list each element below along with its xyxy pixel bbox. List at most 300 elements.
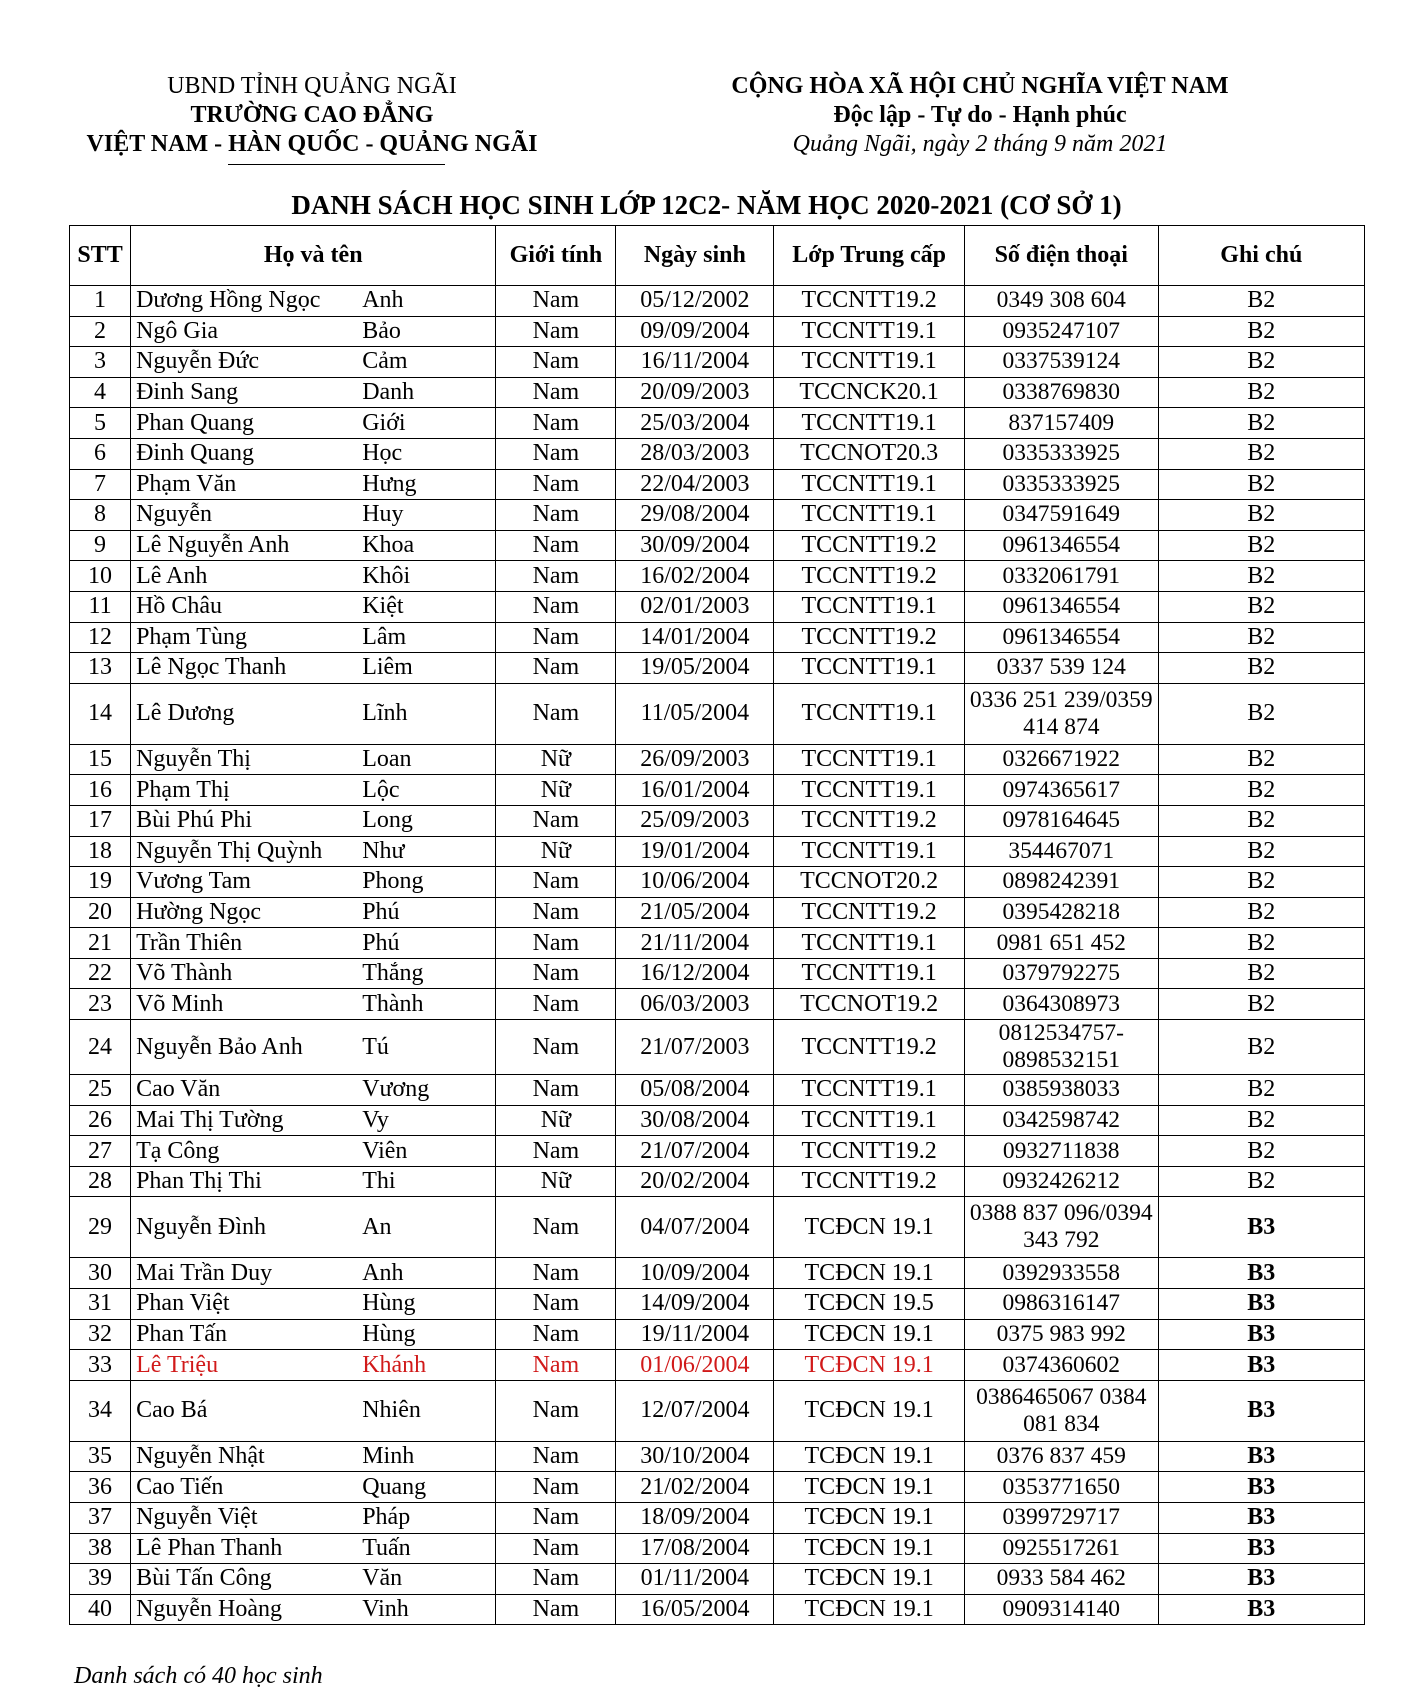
col-dob: Ngày sinh: [616, 226, 774, 286]
table-row: [70, 989, 1365, 1020]
row-phone: 0385938033: [964, 1075, 1158, 1106]
row-note: B2: [1158, 1105, 1364, 1136]
row-gender: Nam: [496, 1472, 616, 1503]
row-dob: 04/07/2004: [616, 1197, 774, 1258]
school-name-line1: TRƯỜNG CAO ĐẲNG: [190, 102, 434, 128]
row-first-name: Long: [362, 805, 496, 836]
row-class: TCCNTT19.2: [774, 561, 965, 592]
row-class: TCCNTT19.2: [774, 286, 965, 317]
row-phone: 0336 251 239/0359 414 874: [964, 683, 1158, 744]
row-note: B2: [1158, 622, 1364, 653]
row-class: TCCNTT19.1: [774, 958, 965, 989]
row-phone: 0379792275: [964, 958, 1158, 989]
row-first-name: Học: [362, 438, 496, 469]
row-stt: 21: [70, 928, 131, 959]
row-class: TCCNTT19.1: [774, 1105, 965, 1136]
row-dob: 16/05/2004: [616, 1594, 774, 1625]
row-gender: Nữ: [496, 775, 616, 806]
row-phone: 0376 837 459: [964, 1441, 1158, 1472]
row-gender: Nam: [496, 561, 616, 592]
col-gender: Giới tính: [496, 226, 616, 286]
row-class: TCCNOT20.3: [774, 438, 965, 469]
row-last-name: Vương Tam: [131, 867, 363, 898]
row-gender: Nam: [496, 1350, 616, 1381]
row-stt: 34: [70, 1380, 131, 1441]
row-note: B2: [1158, 1075, 1364, 1106]
row-dob: 16/12/2004: [616, 958, 774, 989]
header-divider: [228, 164, 445, 165]
row-stt: 23: [70, 989, 131, 1020]
row-dob: 19/05/2004: [616, 653, 774, 684]
row-note: B2: [1158, 500, 1364, 531]
row-note: B2: [1158, 744, 1364, 775]
row-class: TCCNTT19.2: [774, 1020, 965, 1075]
row-dob: 02/01/2003: [616, 591, 774, 622]
row-class: TCCNTT19.1: [774, 1075, 965, 1106]
row-dob: 30/10/2004: [616, 1441, 774, 1472]
row-gender: Nam: [496, 408, 616, 439]
row-last-name: Võ Minh: [131, 989, 363, 1020]
row-note: B2: [1158, 958, 1364, 989]
table-row: [70, 591, 1365, 622]
row-note: B3: [1158, 1503, 1364, 1534]
row-last-name: Lê Triệu: [131, 1350, 363, 1381]
row-note: B2: [1158, 347, 1364, 378]
table-row: [70, 1105, 1365, 1136]
row-note: B3: [1158, 1258, 1364, 1289]
row-first-name: Giới: [362, 408, 496, 439]
row-phone: 0353771650: [964, 1472, 1158, 1503]
header-left: [62, 72, 562, 159]
row-gender: Nam: [496, 1258, 616, 1289]
row-note: B2: [1158, 775, 1364, 806]
row-stt: 24: [70, 1020, 131, 1075]
table-row: [70, 744, 1365, 775]
row-class: TCĐCN 19.1: [774, 1258, 965, 1289]
row-last-name: Mai Trần Duy: [131, 1258, 363, 1289]
row-note: B2: [1158, 377, 1364, 408]
row-phone: 0932426212: [964, 1166, 1158, 1197]
row-dob: 01/11/2004: [616, 1564, 774, 1595]
row-gender: Nam: [496, 1289, 616, 1320]
row-class: TCĐCN 19.1: [774, 1472, 965, 1503]
row-first-name: Huy: [362, 500, 496, 531]
table-row: [70, 500, 1365, 531]
row-phone: 0374360602: [964, 1350, 1158, 1381]
row-dob: 22/04/2003: [616, 469, 774, 500]
table-row: [70, 1136, 1365, 1167]
row-stt: 13: [70, 653, 131, 684]
row-last-name: Ngô Gia: [131, 316, 363, 347]
row-dob: 29/08/2004: [616, 500, 774, 531]
row-gender: Nam: [496, 316, 616, 347]
table-row: [70, 316, 1365, 347]
row-note: B2: [1158, 989, 1364, 1020]
row-dob: 21/07/2003: [616, 1020, 774, 1075]
row-first-name: Minh: [362, 1441, 496, 1472]
row-first-name: Lộc: [362, 775, 496, 806]
col-name: Họ và tên: [131, 226, 496, 286]
row-note: B2: [1158, 928, 1364, 959]
row-phone: 0364308973: [964, 989, 1158, 1020]
table-row: [70, 1166, 1365, 1197]
row-dob: 09/09/2004: [616, 316, 774, 347]
row-dob: 18/09/2004: [616, 1503, 774, 1534]
row-last-name: Lê Dương: [131, 683, 363, 744]
row-phone: 0392933558: [964, 1258, 1158, 1289]
row-phone: 0326671922: [964, 744, 1158, 775]
table-row: [70, 530, 1365, 561]
table-row: [70, 1380, 1365, 1441]
row-phone: 0933 584 462: [964, 1564, 1158, 1595]
student-table: [69, 225, 1365, 1625]
row-dob: 30/08/2004: [616, 1105, 774, 1136]
row-phone: 0986316147: [964, 1289, 1158, 1320]
row-class: TCĐCN 19.1: [774, 1594, 965, 1625]
row-class: TCCNTT19.1: [774, 928, 965, 959]
row-gender: Nam: [496, 989, 616, 1020]
row-phone: 0338769830: [964, 377, 1158, 408]
table-row: [70, 408, 1365, 439]
row-stt: 19: [70, 867, 131, 898]
row-stt: 20: [70, 897, 131, 928]
row-phone: 0332061791: [964, 561, 1158, 592]
row-class: TCCNTT19.1: [774, 347, 965, 378]
row-dob: 30/09/2004: [616, 530, 774, 561]
row-dob: 10/06/2004: [616, 867, 774, 898]
row-stt: 4: [70, 377, 131, 408]
row-phone: 0932711838: [964, 1136, 1158, 1167]
row-gender: Nam: [496, 622, 616, 653]
table-row: [70, 347, 1365, 378]
table-row: [70, 1533, 1365, 1564]
row-dob: 16/01/2004: [616, 775, 774, 806]
row-stt: 31: [70, 1289, 131, 1320]
row-class: TCĐCN 19.1: [774, 1319, 965, 1350]
row-dob: 11/05/2004: [616, 683, 774, 744]
row-last-name: Hồ Châu: [131, 591, 363, 622]
row-phone: 0961346554: [964, 591, 1158, 622]
row-dob: 05/08/2004: [616, 1075, 774, 1106]
row-phone: 0961346554: [964, 622, 1158, 653]
row-note: B3: [1158, 1350, 1364, 1381]
row-dob: 14/09/2004: [616, 1289, 774, 1320]
row-stt: 37: [70, 1503, 131, 1534]
row-last-name: Nguyễn Việt: [131, 1503, 363, 1534]
row-last-name: Hường Ngọc: [131, 897, 363, 928]
row-phone: 0347591649: [964, 500, 1158, 531]
row-note: B2: [1158, 836, 1364, 867]
row-gender: Nam: [496, 1441, 616, 1472]
row-first-name: Loan: [362, 744, 496, 775]
row-stt: 38: [70, 1533, 131, 1564]
row-note: B3: [1158, 1441, 1364, 1472]
row-dob: 05/12/2002: [616, 286, 774, 317]
row-first-name: Thành: [362, 989, 496, 1020]
row-last-name: Cao Tiến: [131, 1472, 363, 1503]
row-stt: 2: [70, 316, 131, 347]
row-class: TCĐCN 19.1: [774, 1350, 965, 1381]
row-note: B2: [1158, 1166, 1364, 1197]
table-row: [70, 1564, 1365, 1595]
issue-date: Quảng Ngãi, ngày 2 tháng 9 năm 2021: [792, 131, 1168, 157]
row-stt: 10: [70, 561, 131, 592]
row-first-name: Kiệt: [362, 591, 496, 622]
row-dob: 16/11/2004: [616, 347, 774, 378]
table-row: [70, 561, 1365, 592]
row-last-name: Nguyễn Bảo Anh: [131, 1020, 363, 1075]
row-note: B3: [1158, 1289, 1364, 1320]
row-dob: 25/09/2003: [616, 805, 774, 836]
row-stt: 33: [70, 1350, 131, 1381]
row-phone: 0395428218: [964, 897, 1158, 928]
row-note: B3: [1158, 1472, 1364, 1503]
row-first-name: Thắng: [362, 958, 496, 989]
row-dob: 28/03/2003: [616, 438, 774, 469]
row-stt: 7: [70, 469, 131, 500]
row-stt: 32: [70, 1319, 131, 1350]
row-gender: Nam: [496, 286, 616, 317]
row-dob: 19/01/2004: [616, 836, 774, 867]
row-stt: 25: [70, 1075, 131, 1106]
row-note: B2: [1158, 683, 1364, 744]
row-stt: 27: [70, 1136, 131, 1167]
row-phone: 0935247107: [964, 316, 1158, 347]
row-stt: 26: [70, 1105, 131, 1136]
row-stt: 14: [70, 683, 131, 744]
table-row: [70, 286, 1365, 317]
header-right: [690, 72, 1270, 159]
table-row: [70, 1020, 1365, 1075]
row-class: TCCNTT19.1: [774, 683, 965, 744]
row-stt: 35: [70, 1441, 131, 1472]
col-stt: STT: [70, 226, 131, 286]
row-stt: 22: [70, 958, 131, 989]
row-last-name: Nguyễn: [131, 500, 363, 531]
row-dob: 21/11/2004: [616, 928, 774, 959]
row-first-name: Thi: [362, 1166, 496, 1197]
row-last-name: Đinh Quang: [131, 438, 363, 469]
table-row: [70, 653, 1365, 684]
row-last-name: Dương Hồng Ngọc: [131, 286, 363, 317]
row-gender: Nữ: [496, 744, 616, 775]
row-gender: Nam: [496, 805, 616, 836]
row-phone: 0337 539 124: [964, 653, 1158, 684]
row-phone: 0981 651 452: [964, 928, 1158, 959]
table-row: [70, 775, 1365, 806]
table-row: [70, 1075, 1365, 1106]
table-row: [70, 928, 1365, 959]
row-phone: 0399729717: [964, 1503, 1158, 1534]
row-gender: Nam: [496, 469, 616, 500]
row-last-name: Trần Thiên: [131, 928, 363, 959]
row-phone: 354467071: [964, 836, 1158, 867]
table-row: [70, 1289, 1365, 1320]
row-class: TCCNOT19.2: [774, 989, 965, 1020]
row-note: B3: [1158, 1594, 1364, 1625]
row-note: B2: [1158, 897, 1364, 928]
row-dob: 20/09/2003: [616, 377, 774, 408]
row-phone: 0342598742: [964, 1105, 1158, 1136]
row-dob: 21/07/2004: [616, 1136, 774, 1167]
row-stt: 30: [70, 1258, 131, 1289]
row-gender: Nam: [496, 500, 616, 531]
row-note: B2: [1158, 805, 1364, 836]
row-note: B3: [1158, 1319, 1364, 1350]
row-class: TCĐCN 19.1: [774, 1197, 965, 1258]
row-note: B3: [1158, 1197, 1364, 1258]
table-row: [70, 1319, 1365, 1350]
row-class: TCCNTT19.2: [774, 1136, 965, 1167]
table-row: [70, 1594, 1365, 1625]
row-stt: 39: [70, 1564, 131, 1595]
row-stt: 18: [70, 836, 131, 867]
row-note: B2: [1158, 653, 1364, 684]
row-class: TCCNTT19.1: [774, 316, 965, 347]
motto: Độc lập - Tự do - Hạnh phúc: [833, 102, 1127, 128]
row-phone: 0335333925: [964, 438, 1158, 469]
table-header-row: [70, 226, 1365, 286]
row-first-name: Lĩnh: [362, 683, 496, 744]
row-class: TCCNTT19.2: [774, 530, 965, 561]
col-phone: Số điện thoại: [964, 226, 1158, 286]
row-gender: Nam: [496, 591, 616, 622]
row-phone: 837157409: [964, 408, 1158, 439]
row-class: TCĐCN 19.1: [774, 1503, 965, 1534]
province-committee: UBND TỈNH QUẢNG NGÃI: [167, 73, 457, 99]
row-first-name: Như: [362, 836, 496, 867]
row-last-name: Cao Văn: [131, 1075, 363, 1106]
row-first-name: Phú: [362, 897, 496, 928]
row-first-name: Viên: [362, 1136, 496, 1167]
table-row: [70, 438, 1365, 469]
row-phone: 0386465067 0384 081 834: [964, 1380, 1158, 1441]
row-first-name: Vy: [362, 1105, 496, 1136]
row-first-name: Khôi: [362, 561, 496, 592]
row-note: B2: [1158, 469, 1364, 500]
row-gender: Nam: [496, 1197, 616, 1258]
row-note: B2: [1158, 438, 1364, 469]
row-last-name: Nguyễn Hoàng: [131, 1594, 363, 1625]
table-row: [70, 958, 1365, 989]
table-row: [70, 1472, 1365, 1503]
row-first-name: Văn: [362, 1564, 496, 1595]
row-phone: 0337539124: [964, 347, 1158, 378]
row-last-name: Mai Thị Tường: [131, 1105, 363, 1136]
row-phone: 0812534757-0898532151: [964, 1020, 1158, 1075]
row-first-name: Danh: [362, 377, 496, 408]
row-class: TCCNTT19.1: [774, 591, 965, 622]
row-gender: Nam: [496, 1594, 616, 1625]
row-gender: Nam: [496, 683, 616, 744]
row-note: B2: [1158, 530, 1364, 561]
row-gender: Nam: [496, 1020, 616, 1075]
table-body: [70, 286, 1365, 1625]
row-last-name: Nguyễn Thị Quỳnh: [131, 836, 363, 867]
row-gender: Nam: [496, 653, 616, 684]
table-row: [70, 1197, 1365, 1258]
row-dob: 26/09/2003: [616, 744, 774, 775]
row-first-name: Hưng: [362, 469, 496, 500]
row-phone: 0974365617: [964, 775, 1158, 806]
row-first-name: Tuấn: [362, 1533, 496, 1564]
table-row: [70, 836, 1365, 867]
row-gender: Nữ: [496, 1166, 616, 1197]
row-first-name: Quang: [362, 1472, 496, 1503]
row-note: B2: [1158, 316, 1364, 347]
row-class: TCCNTT19.2: [774, 622, 965, 653]
row-stt: 29: [70, 1197, 131, 1258]
row-gender: Nam: [496, 377, 616, 408]
table-row: [70, 683, 1365, 744]
row-phone: 0349 308 604: [964, 286, 1158, 317]
row-dob: 21/02/2004: [616, 1472, 774, 1503]
row-stt: 5: [70, 408, 131, 439]
school-name-line2: VIỆT NAM - HÀN QUỐC - QUẢNG NGÃI: [86, 131, 538, 157]
row-stt: 36: [70, 1472, 131, 1503]
table-row: [70, 897, 1365, 928]
row-class: TCĐCN 19.1: [774, 1533, 965, 1564]
row-note: B2: [1158, 1136, 1364, 1167]
table-row: [70, 867, 1365, 898]
row-note: B2: [1158, 1020, 1364, 1075]
row-class: TCĐCN 19.1: [774, 1380, 965, 1441]
table-row: [70, 622, 1365, 653]
row-dob: 01/06/2004: [616, 1350, 774, 1381]
row-gender: Nam: [496, 347, 616, 378]
row-gender: Nữ: [496, 836, 616, 867]
row-last-name: Lê Ngọc Thanh: [131, 653, 363, 684]
row-dob: 17/08/2004: [616, 1533, 774, 1564]
row-first-name: Vinh: [362, 1594, 496, 1625]
row-stt: 8: [70, 500, 131, 531]
row-stt: 11: [70, 591, 131, 622]
row-gender: Nam: [496, 1533, 616, 1564]
row-first-name: Phú: [362, 928, 496, 959]
row-gender: Nam: [496, 1319, 616, 1350]
row-last-name: Phan Thị Thi: [131, 1166, 363, 1197]
table-row: [70, 1350, 1365, 1381]
row-first-name: Lâm: [362, 622, 496, 653]
row-gender: Nam: [496, 1503, 616, 1534]
row-first-name: Bảo: [362, 316, 496, 347]
row-last-name: Tạ Công: [131, 1136, 363, 1167]
row-class: TCCNTT19.2: [774, 805, 965, 836]
row-gender: Nam: [496, 1075, 616, 1106]
row-stt: 28: [70, 1166, 131, 1197]
row-first-name: Anh: [362, 286, 496, 317]
row-first-name: Phong: [362, 867, 496, 898]
row-first-name: Nhiên: [362, 1380, 496, 1441]
row-class: TCCNTT19.1: [774, 775, 965, 806]
footer-count: Danh sách có 40 học sinh: [74, 1663, 323, 1689]
row-last-name: Lê Nguyễn Anh: [131, 530, 363, 561]
table-row: [70, 1258, 1365, 1289]
row-gender: Nữ: [496, 1105, 616, 1136]
row-dob: 10/09/2004: [616, 1258, 774, 1289]
row-phone: 0961346554: [964, 530, 1158, 561]
row-first-name: Liêm: [362, 653, 496, 684]
col-note: Ghi chú: [1158, 226, 1364, 286]
row-dob: 21/05/2004: [616, 897, 774, 928]
row-last-name: Nguyễn Nhật: [131, 1441, 363, 1472]
row-class: TCCNTT19.1: [774, 653, 965, 684]
row-note: B3: [1158, 1564, 1364, 1595]
row-note: B2: [1158, 286, 1364, 317]
row-note: B3: [1158, 1380, 1364, 1441]
row-dob: 16/02/2004: [616, 561, 774, 592]
row-stt: 6: [70, 438, 131, 469]
